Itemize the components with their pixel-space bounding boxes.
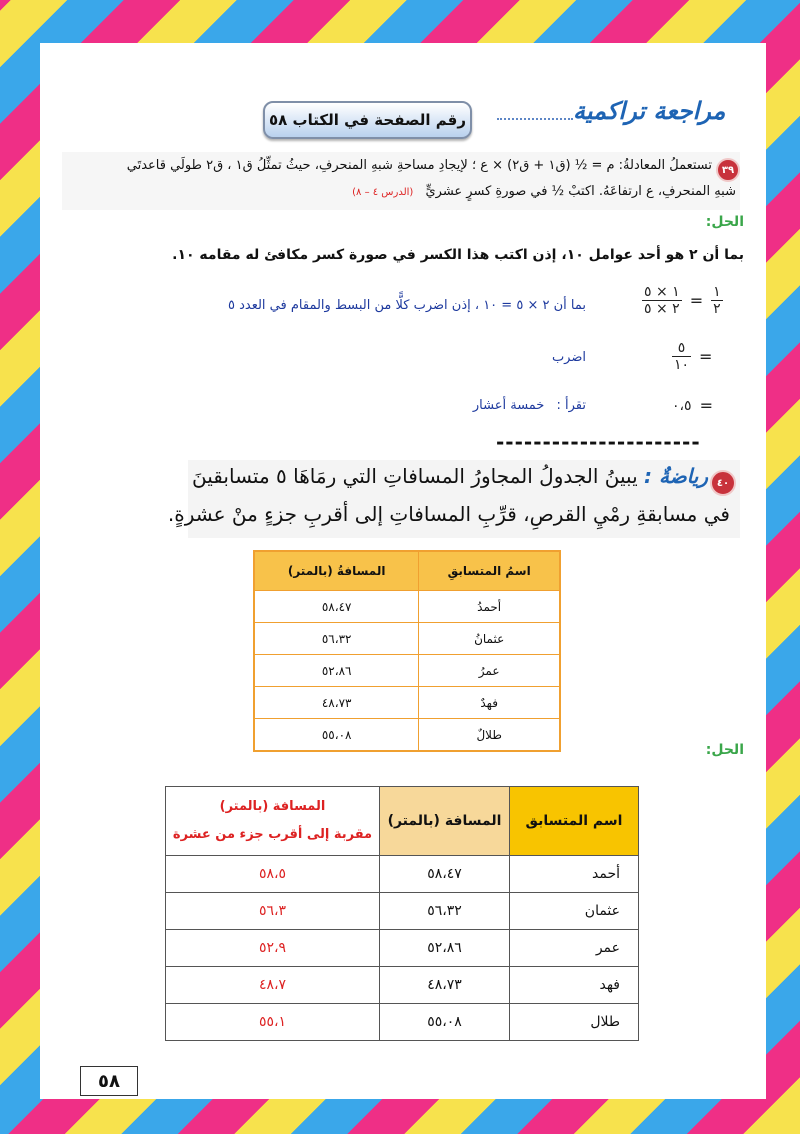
read-as <box>473 398 586 413</box>
table-cell: ٥٢،٨٦ <box>254 655 419 687</box>
table-cell: عثمانُ <box>419 623 560 655</box>
table-header: المسافة (بالمتر) <box>380 787 510 856</box>
table-cell: ٥٨،٥ <box>166 856 380 893</box>
table-cell: طلال <box>510 1004 639 1041</box>
table-cell: أحمد <box>510 856 639 893</box>
table-cell: ٤٨،٧٣ <box>380 967 510 1004</box>
table-row <box>254 687 560 719</box>
question-39-line1: تستعملُ المعادلةُ: م = ½ (ق١ + ق٢) × ع ؛ لإيجادِ مساحةِ شبهِ المنحرفِ، حيثُ تمثِّلُ ق١ ، ق٢ طولَي قاعدتَي <box>126 158 712 173</box>
question-topic: رياضةٌ : <box>644 464 708 488</box>
question-39-line2-text: شبهِ المنحرفِ، ع ارتفاعَهُ. اكتبْ ½ في صورةِ كسرٍ عشريٍّ <box>425 184 736 199</box>
table-cell: ٥٢،٨٦ <box>380 930 510 967</box>
table-row <box>254 623 560 655</box>
section-title: مراجعة تراكمية <box>573 97 726 125</box>
table-cell: عثمان <box>510 893 639 930</box>
table-header-row <box>166 787 639 856</box>
decimal-result: ٠،٥ <box>672 397 692 414</box>
question-40-line2: في مسابقةِ رمْيِ القرصِ، قرِّبِ المسافاتِ إلى أقربِ جزءٍ منْ عشرةٍ. <box>167 502 730 526</box>
table-header-row <box>254 551 560 591</box>
decimal-result-row: ٠،٥ = <box>672 396 713 415</box>
table-row <box>254 591 560 623</box>
step-2-note: اضرب <box>551 350 586 365</box>
table-cell: ٤٨،٧٣ <box>254 687 419 719</box>
table-cell: ٥٦،٣٢ <box>380 893 510 930</box>
question-39 <box>62 152 740 210</box>
table-row <box>254 719 560 752</box>
table-row <box>254 655 560 687</box>
solution-label-2: الحل: <box>705 742 744 758</box>
lesson-reference: (الدرس ٤ – ٨) <box>352 187 414 198</box>
table-cell: ٥٥،١ <box>166 1004 380 1041</box>
table-row <box>166 893 639 930</box>
title-dotted-line <box>497 118 573 120</box>
table-cell: ٥٨،٤٧ <box>380 856 510 893</box>
table-row <box>166 967 639 1004</box>
distances-table <box>253 550 561 752</box>
fraction-step-2: $\frac{٥}{١٠}$ = <box>674 340 713 373</box>
table-cell: طلالٌ <box>419 719 560 752</box>
fraction-step-1: $\frac{١ \times ٥}{٢ \times ٥}$ = $\frac{١}{٢}$ <box>644 284 721 317</box>
rounded-distances-table <box>165 786 639 1041</box>
table-cell: أحمدُ <box>419 591 560 623</box>
separator-line: ---------------------- <box>496 430 701 454</box>
table-cell: ٥٦،٣٢ <box>254 623 419 655</box>
question-40-line1: رياضةٌ : يبينُ الجدولُ المجاورُ المسافاتِ التي رمَاهَا ٥ متسابقينَ <box>192 464 708 488</box>
table-cell: ٥٦،٣ <box>166 893 380 930</box>
question-39-line2 <box>352 184 736 199</box>
question-40 <box>167 460 740 538</box>
table-cell: عمرُ <box>419 655 560 687</box>
table-row <box>166 856 639 893</box>
table-cell: ٤٨،٧ <box>166 967 380 1004</box>
table-cell: فهد <box>510 967 639 1004</box>
table-cell: عمر <box>510 930 639 967</box>
table-cell: ٥٥،٠٨ <box>380 1004 510 1041</box>
table-row <box>166 930 639 967</box>
table-cell: فهدٌ <box>419 687 560 719</box>
table-header: اسم المتسابق <box>510 787 639 856</box>
fraction-lhs: $\frac{١}{٢}$ <box>713 284 721 317</box>
table-header: المسافةُ (بالمتر) <box>254 551 419 591</box>
question-number-badge: ٤٠ <box>710 470 736 496</box>
step-1-note: بما أن ٢ × ٥ = ١٠ ، إذن اضرب كلًّا من البسط والمقام في العدد ٥ <box>227 298 586 313</box>
table-header-rounded: المسافة (بالمتر) مقربة إلى أقرب جزء من عشرة <box>166 787 380 856</box>
read-value: خمسة أعشار <box>472 398 545 413</box>
question-number-badge: ٣٩ <box>716 158 740 182</box>
table-cell: ٥٢،٩ <box>166 930 380 967</box>
table-row <box>166 1004 639 1041</box>
table-cell: ٥٥،٠٨ <box>254 719 419 752</box>
fraction-result: $\frac{٥}{١٠}$ <box>674 340 690 373</box>
read-label: تقرأ : <box>556 398 586 413</box>
fraction-rhs: $\frac{١ \times ٥}{٢ \times ٥}$ <box>644 284 680 317</box>
table-cell: ٥٨،٤٧ <box>254 591 419 623</box>
solution-label: الحل: <box>705 214 744 230</box>
page-number: ٥٨ <box>80 1066 138 1096</box>
table-header: اسمُ المتسابقِ <box>419 551 560 591</box>
page-reference-box: رقم الصفحة في الكتاب ٥٨ <box>263 101 472 139</box>
solution-intro: بما أن ٢ هو أحد عوامل ١٠، إذن اكتب هذا الكسر في صورة كسر مكافئ له مقامه ١٠. <box>172 247 744 263</box>
